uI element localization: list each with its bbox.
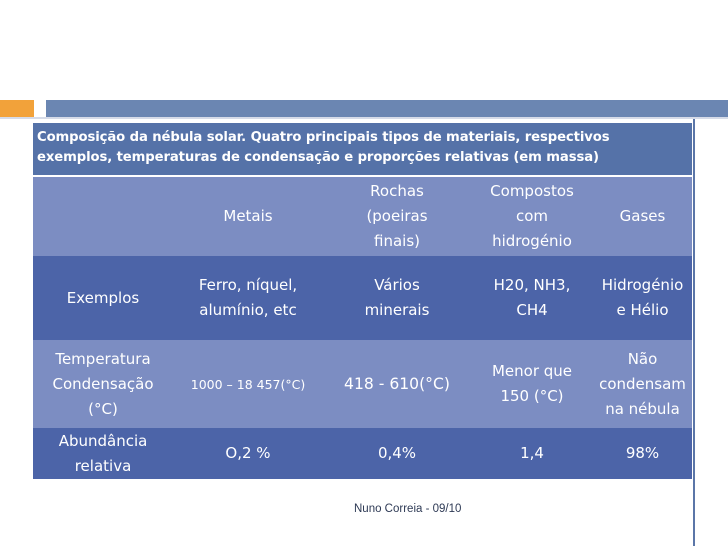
accent-line: [0, 117, 728, 119]
header-cell-compostos: Compostos com hidrogénio: [471, 177, 593, 256]
table-cell: H20, NH3, CH4: [471, 256, 593, 340]
table-cell: Menor que 150 (°C): [471, 340, 593, 428]
table-grid: [33, 177, 692, 479]
table-cell: Vários minerais: [323, 256, 471, 340]
table-cell: Hidrogénio e Hélio: [593, 256, 692, 340]
header-cell-empty: [33, 177, 173, 256]
header-cell-metais: Metais: [173, 177, 323, 256]
vertical-rule: [693, 119, 695, 546]
row-label-abundancia: Abundância relativa: [33, 428, 173, 479]
accent-bar: [46, 100, 728, 117]
row-label-temperatura: Temperatura Condensação (°C): [33, 340, 173, 428]
footer-credit: Nuno Correia - 09/10: [354, 503, 462, 515]
accent-square: [0, 100, 34, 117]
header-cell-gases: Gases: [593, 177, 692, 256]
row-label-exemplos: Exemplos: [33, 256, 173, 340]
table-cell: Não condensam na nébula: [593, 340, 692, 428]
header-cell-rochas: Rochas (poeiras finais): [323, 177, 471, 256]
table-cell: 1000 – 18 457(°C): [173, 340, 323, 428]
table-cell: 98%: [593, 428, 692, 479]
nebula-table: [33, 123, 692, 479]
table-caption: Composição da nébula solar. Quatro principais tipos de materiais, respectivos exemplos, temperaturas de condensação e proporções relativas (em massa): [33, 123, 692, 175]
table-cell: 0,4%: [323, 428, 471, 479]
table-cell: O,2 %: [173, 428, 323, 479]
table-cell: Ferro, níquel, alumínio, etc: [173, 256, 323, 340]
table-cell: 1,4: [471, 428, 593, 479]
table-cell: 418 - 610(°C): [323, 340, 471, 428]
